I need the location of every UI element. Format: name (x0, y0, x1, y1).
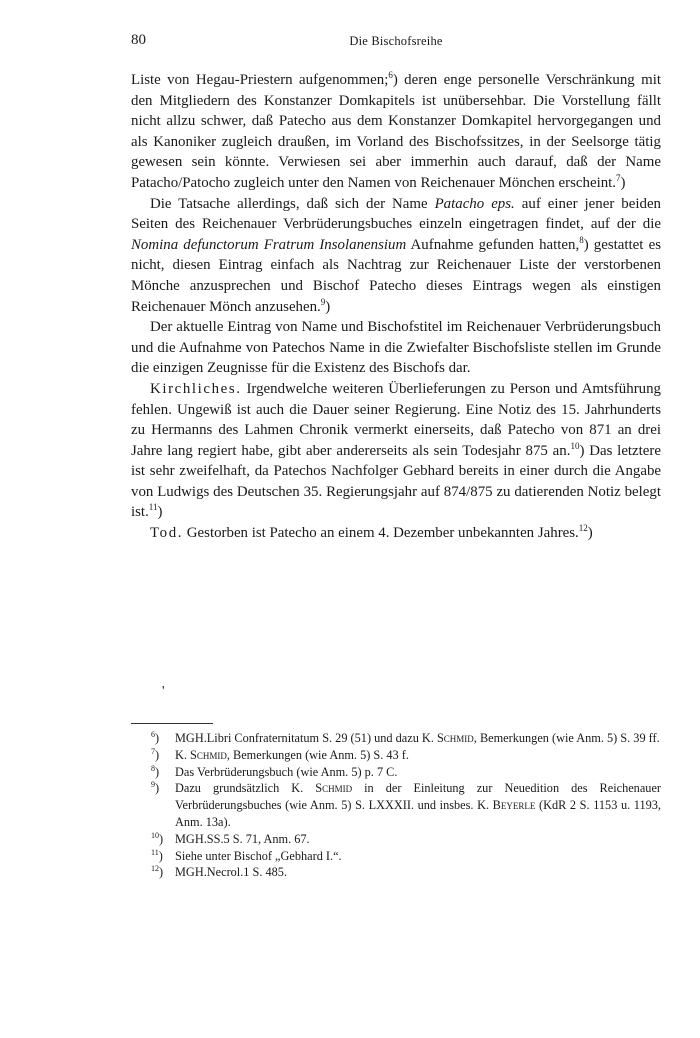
text-run: ) (620, 174, 626, 191)
footnote-text: Dazu grundsätzlich K. (175, 781, 316, 796)
page (131, 32, 661, 544)
footnote (131, 848, 661, 865)
footnote-text: Siehe unter Bischof „Gebhard I.“. (175, 848, 342, 863)
text-run: ) deren enge personelle Verschränkung mit den Mitgliedern des Konstanzer Domkapitels ist unübersehbar. Die Vorstellung fällt nicht allzu schwer, daß Patecho aus dem Konstanzer Domkapitel hervorgegangen und als Kanoniker zugleich draußen, im Vorland des Bischofssitzes, in der Seelsorge tätig gewesen sein könnte. Verwiesen sei aber immerhin auch darauf, daß der Name Patacho/Patocho zugleich unter den Namen von Reichenauer Mönchen erscheint. (131, 72, 661, 191)
footnotes (131, 730, 661, 881)
stray-mark: ' (162, 684, 165, 699)
page-header (131, 32, 661, 54)
footnote-number: 6 (151, 730, 155, 739)
text-run: Gestorben ist Patecho an einem 4. Dezember unbekannten Jahres. (183, 525, 579, 542)
body-text (131, 70, 661, 544)
text-run: ) (325, 298, 331, 315)
author-name: Schmid (315, 781, 353, 796)
footnote (131, 864, 661, 881)
footnote-ref[interactable]: 9 (320, 296, 326, 307)
footnote-text: , Bemerkungen (wie Anm. 5) S. 39 ff. (473, 731, 660, 745)
footnote-number: 11 (151, 847, 159, 857)
author-name: Beyerle (492, 798, 536, 813)
footnote-marker: $^9$) (151, 780, 160, 796)
text-run: Liste von Hegau-Priestern aufgenommen; (131, 72, 389, 88)
text-run: Die Tatsache allerdings, daß sich der Name (150, 195, 435, 212)
footnote-ref[interactable]: 8 (579, 234, 584, 245)
text-run: ) gestattet es nicht, diesen Eintrag einfach als Nachtrag zur Reichenauer Liste der verstorbenen Mönche anzusprechen und Bischof Patecho dieses Eintrags wegen als einstigen Reichenauer Mönch anzusehen. (131, 236, 661, 315)
paragraph-2 (131, 194, 661, 318)
footnote-number: 12 (151, 864, 159, 874)
footnote-number: 7 (151, 746, 155, 756)
text-run: Irgendwelche weiteren Überlieferungen zu Person und Amtsführung fehlen. Ungewiß ist auch die Dauer seiner Regierung. Eine Notiz des 15. Jahrhunderts zu Hermanns des Lahmen Chronik vermerkt einerseits, daß Patecho von 871 an drei Jahre lang regiert habe, gibt aber andererseits als sein Todesjahr 875 an. (131, 380, 661, 459)
footnote-ref[interactable]: 6 (388, 70, 393, 80)
text-run: ) (157, 504, 163, 521)
footnote-text: MGH.SS.5 S. 71, Anm. 67. (175, 831, 310, 846)
footnote-marker: $^8$) (151, 763, 160, 779)
footnote-text: (KdR 2 S. 1153 u. 1193, Anm. 13a). (175, 798, 661, 829)
footnote-marker: $^{12}$) (151, 864, 164, 880)
footnote (131, 747, 661, 764)
author-name: Schmid (436, 731, 474, 745)
footnote-text: MGH.Libri Confraternitatum S. 29 (51) und dazu K. (175, 731, 437, 745)
footnote-marker: $^{11}$) (151, 847, 163, 863)
italic-term: Nomina defunctorum Fratrum Insolanensium (131, 236, 407, 253)
footnote-text: K. (175, 747, 191, 762)
footnote (131, 780, 661, 830)
footnote-text: MGH.Necrol.1 S. 485. (175, 865, 288, 880)
paragraph-3: Der aktuelle Eintrag von Name und Bischofstitel im Reichenauer Verbrüderungsbuch und die Aufnahme von Patechos Name in die Zwiefalter Bischofsliste stellen im Grunde die einzigen Zeugnisse für die Existenz des Bischofs dar. (131, 319, 661, 377)
section-label: Kirchliches. (150, 380, 242, 397)
footnote-number: 10 (151, 830, 159, 840)
page-number: 80 (131, 32, 146, 48)
footnote-text: , Bemerkungen (wie Anm. 5) S. 43 f. (226, 747, 409, 762)
paragraph-1 (131, 70, 661, 194)
running-title: Die Bischofsreihe (349, 34, 443, 48)
author-name: Schmid (190, 747, 227, 762)
footnote-ref[interactable]: 11 (148, 502, 158, 513)
section-label: Tod. (150, 525, 184, 542)
footnote (131, 730, 661, 747)
text-run: ) (587, 525, 593, 542)
footnote-text: in der Einleitung zur Neuedition des Reichenauer Verbrüderungsbuches (wie Anm. 5) S. LXXXII. und insbes. K. (175, 781, 661, 813)
text-run: auf einer jener beiden Seiten des Reichenauer Verbrüderungsbuches einzeln eingetragen findet, auf der die (131, 195, 661, 233)
footnote (131, 831, 661, 848)
footnote-ref[interactable]: 12 (578, 523, 588, 534)
footnote-marker: $^7$) (151, 746, 160, 762)
text-run: ) Das letztere ist sehr zweifelhaft, da Patechos Nachfolger Gebhard bereits in einer durch die Angabe von Ludwigs des Deutschen 35. Regierungsjahr auf 874/875 zu datierenden Notiz belegt ist. (131, 442, 661, 521)
footnote-marker: $^6$) (151, 730, 160, 745)
footnote-ref[interactable]: 7 (616, 172, 621, 183)
footnote-number: 9 (151, 780, 155, 790)
paragraph-4 (131, 379, 661, 523)
footnote-rule (131, 723, 213, 724)
text-run: Aufnahme gefunden hatten, (406, 236, 580, 253)
footnote-number: 8 (151, 763, 155, 773)
footnote-marker: $^{10}$) (151, 830, 164, 846)
footnote (131, 764, 661, 781)
footnote-text: Das Verbrüderungsbuch (wie Anm. 5) p. 7 C. (175, 764, 398, 779)
footnote-ref[interactable]: 10 (570, 440, 580, 451)
paragraph-5 (131, 523, 661, 544)
italic-term: Patacho eps. (434, 195, 515, 212)
